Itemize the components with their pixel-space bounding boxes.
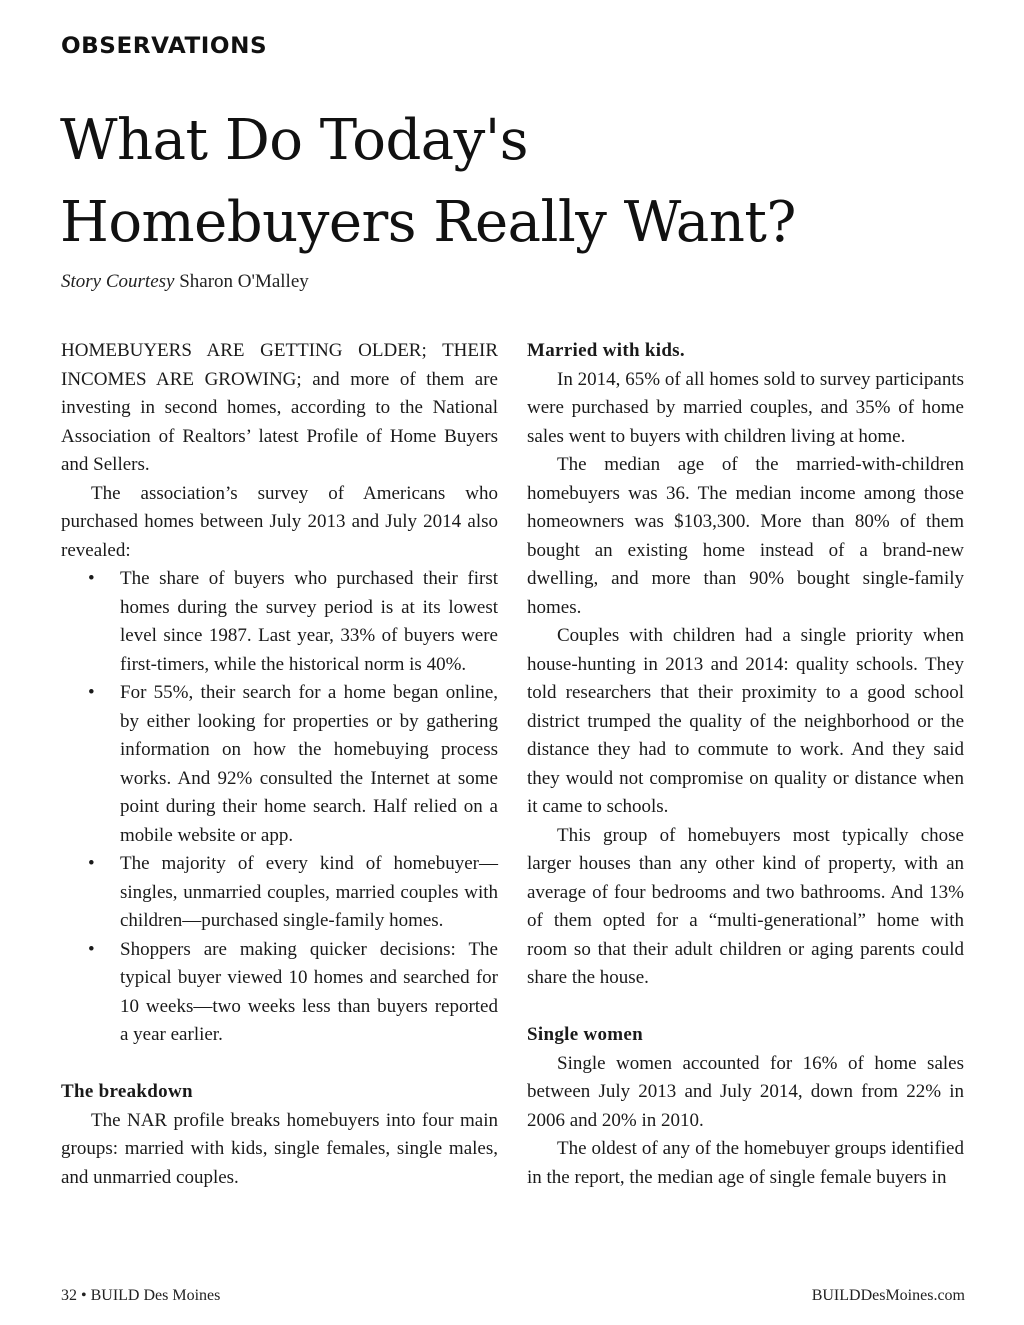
footer-website: BUILDDesMoines.com [811,1287,965,1304]
list-item [61,565,498,679]
intro-paragraph: HOMEBUYERS ARE GETTING OLDER; THEIR INCOMES ARE GROWING; and more of them are investing in second homes, according to the National Association of Realtors’ latest Profile of Home Buyers and Sellers. [61,340,498,475]
single-women-heading: Single women [527,1024,644,1045]
list-item-text: For 55%, their search for a home began online, by either looking for properties or by gathering information on how the homebuying process works. And 92% consulted the Internet at some point during their home search. Half relied on a mobile website or app. [120,682,498,846]
breakdown-heading: The breakdown [61,1081,193,1102]
breakdown-paragraph: The NAR profile breaks homebuyers into four main groups: married with kids, single females, single males, and unmarried couples. [61,1109,498,1188]
list-item [61,850,498,936]
findings-list [61,565,498,1050]
headline-line-1: What Do Today's [60,108,528,173]
list-item-text: The share of buyers who purchased their first homes during the survey period is at its lowest level since 1987. Last year, 33% of buyers were first-timers, while the historical norm is 40%. [120,568,498,675]
bullet-point: • [88,682,95,703]
bullet-point: • [88,853,95,874]
list-item-text: The majority of every kind of homebuyer—singles, unmarried couples, married couples with children—purchased single-family homes. [120,853,498,931]
byline [61,271,309,293]
married-paragraph: This group of homebuyers most typically chose larger houses than any other kind of property, with an average of four bedrooms and two bathrooms. And 13% of them opted for a “multi-generational” home with room so that their adult children or aging parents could share the house. [527,824,964,988]
section-label: OBSERVATIONS [61,34,268,59]
page-footer-folio: 32 • BUILD Des Moines [61,1287,221,1304]
married-heading: Married with kids. [527,340,685,361]
article-headline [60,100,920,264]
headline-line-2: Homebuyers Really Want? [60,190,796,255]
right-column [527,337,964,1192]
left-column [61,337,498,1192]
married-paragraph: The median age of the married-with-children homebuyers was 36. The median income among those homeowners was $103,300. More than 80% of them bought an existing home instead of a brand-new dwelling, and more than 90% bought single-family homes. [527,454,964,618]
byline-prefix: Story Courtesy [61,271,175,292]
single-women-paragraph: Single women accounted for 16% of home sales between July 2013 and July 2014, down from 22% in 2006 and 20% in 2010. [527,1052,964,1131]
list-item [61,679,498,850]
list-item-text: Shoppers are making quicker decisions: The typical buyer viewed 10 homes and searched for 10 weeks—two weeks less than buyers reported a year earlier. [120,938,498,1045]
survey-paragraph: The association’s survey of Americans who purchased homes between July 2013 and July 2014 also revealed: [61,482,498,561]
single-women-paragraph: The oldest of any of the homebuyer groups identified in the report, the median age of single female buyers in [527,1138,964,1188]
bullet-point: • [88,568,95,589]
bullet-point: • [88,938,95,960]
married-paragraph: In 2014, 65% of all homes sold to survey participants were purchased by married couples, and 35% of home sales went to buyers with children living at home. [527,368,964,447]
list-item [61,936,498,1050]
byline-author: Sharon O'Malley [179,271,309,292]
married-paragraph: Couples with children had a single priority when house-hunting in 2013 and 2014: quality schools. They told researchers that their proximity to a good school district trumped the quality of the neighborhood or the distance they had to commute to work. And they said they would not compromise on quality or distance when it came to schools. [527,625,964,817]
